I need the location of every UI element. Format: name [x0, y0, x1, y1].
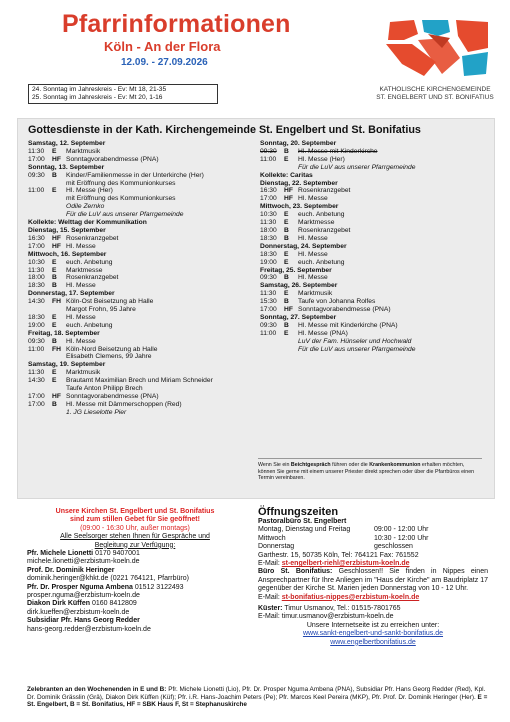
day-block [28, 227, 260, 251]
church-code: B [284, 321, 289, 329]
contact-info: michele.lionetti@erzbistum-koeln.de [27, 558, 140, 566]
service-row [28, 172, 260, 180]
service-row [260, 219, 492, 227]
contact-line [27, 584, 243, 592]
contact-line [27, 575, 243, 583]
service-description: euch. Anbetung [298, 211, 345, 219]
opening-hours-section [258, 506, 488, 647]
service-time: 11:00 [28, 187, 45, 195]
church-code: E [52, 258, 57, 266]
service-row [28, 401, 260, 409]
day-block [28, 290, 260, 330]
service-description: Hl. Messe (Her) [66, 187, 113, 195]
service-description: Hl. Messe [66, 282, 96, 290]
service-time: 14:30 [28, 298, 45, 306]
church-code: E [284, 250, 289, 258]
church-open-line: Unsere Kirchen St. Engelbert und St. Bonifatius [55, 508, 215, 515]
service-time: 17:00 [28, 155, 45, 163]
church-open-hours: (09:00 - 16:30 Uhr, außer montags) [80, 524, 190, 532]
service-row [260, 290, 492, 298]
church-code: E [52, 377, 57, 385]
church-code: E [52, 147, 57, 155]
service-description: Köln-Ost Beisetzung ab Halle [66, 298, 154, 306]
service-description: Sonntagvorabendmesse (PNA) [298, 306, 391, 314]
logo-text [370, 86, 500, 102]
services-left-column [28, 140, 260, 417]
contact-name: Diakon Dirk Küffen [27, 600, 91, 608]
reading-line: 25. Sonntag im Jahreskreis - Ev: Mt 20, 1-16 [32, 94, 163, 101]
service-note: LuV der Fam. Hünseler und Hochwald [298, 337, 412, 345]
service-description: Köln-Nord Beisetzung ab Halle [66, 345, 158, 353]
day-block [28, 140, 260, 164]
date-range: 12.09. - 27.09.2026 [121, 57, 208, 68]
service-row [260, 330, 492, 338]
contact-info: 0160 8412809 [91, 600, 137, 608]
service-time: 09:30 [28, 171, 45, 179]
service-row [28, 243, 260, 251]
email-link[interactable]: st-bonifatius-nippes@erzbistum-koeln.de [281, 593, 420, 601]
service-description: Hl. Messe [298, 250, 328, 258]
confession-note [258, 458, 482, 482]
contact-line [27, 550, 243, 558]
page-subtitle: Köln - An der Flora [104, 39, 221, 54]
church-open-line: sind zum stillen Gebet für Sie geöffnet! [70, 516, 200, 524]
service-note: Für die LuV aus unserer Pfarrgemeinde [298, 163, 416, 171]
church-code: E [284, 211, 289, 219]
church-code: E [52, 187, 57, 195]
day-heading: Freitag, 18. September [28, 329, 100, 337]
collection-note: Kollekte: Welttag der Kommunikation [28, 219, 147, 227]
service-time: 17:00 [28, 400, 45, 408]
confession-text: führen oder die [330, 462, 370, 468]
contact-info: 01512 3122493 [134, 583, 184, 591]
services-section [17, 118, 495, 499]
service-row [28, 274, 260, 282]
opening-hours-title: Öffnungszeiten [258, 506, 339, 518]
day-heading: Mittwoch, 23. September [260, 203, 339, 211]
day-block [28, 164, 260, 227]
day-block [260, 314, 492, 354]
service-row [28, 187, 260, 195]
contact-name: Prof. Dr. Dominik Heringer [27, 566, 115, 574]
service-time: 18:30 [260, 234, 277, 242]
service-time: 11:30 [260, 290, 277, 298]
church-code: HF [284, 195, 293, 203]
service-row [260, 259, 492, 267]
church-code: E [284, 219, 289, 227]
service-time: 11:30 [28, 369, 45, 377]
service-time: 17:00 [28, 393, 45, 400]
day-block [260, 140, 492, 180]
day-heading: Samstag, 26. September [260, 282, 338, 290]
pastoral-intro: Alle Seelsorger stehen Ihnen für Gespräche und [60, 533, 210, 541]
bonifatius-office-note [258, 568, 488, 593]
service-row [260, 322, 492, 330]
service-time: 17:00 [260, 306, 277, 314]
day-block [260, 267, 492, 283]
email-line [258, 560, 488, 568]
day-heading: Sonntag, 20. September [260, 140, 337, 147]
church-code: B [52, 400, 57, 408]
confession-bold: Beichtgespräch [290, 462, 331, 468]
church-code: E [284, 155, 289, 163]
service-time: 19:00 [260, 258, 277, 266]
service-note: Für die LuV aus unserer Pfarrgemeinde [298, 345, 416, 353]
church-code: E [52, 369, 57, 377]
service-description: Marktmusik [66, 147, 101, 155]
service-note: mit Eröffnung des Kommunionkurses [66, 195, 176, 203]
service-description: Hl. Messe mit Kinderkirche (PNA) [298, 321, 398, 329]
service-time: 11:00 [260, 155, 277, 163]
day-block [260, 282, 492, 314]
kuester-line [258, 605, 488, 613]
footer-text: Pfr. Michele Lionetti (Lio), Pfr. Dr. Prosper Nguma Ambena (PNA), Subsidiar Pfr. Hans Georg Redder (Red), Kpl. Dr. Dominik Grässlin (Grä), Diakon Dirk Küffen (Küf); Pfr. i.R. Hans-Joachim Peters (Pe); Pfr. Marcos Keel Pereira (MKP), Pfr. Prof. Dr. Dominik Heringer (Her). [27, 686, 486, 701]
hours-time: 10:30 - 12:00 Uhr [374, 534, 429, 542]
church-code: HF [52, 155, 61, 163]
service-row [28, 282, 260, 290]
service-row [28, 235, 260, 243]
service-row [28, 369, 260, 377]
service-row [28, 322, 260, 330]
church-code: B [284, 298, 289, 306]
service-time: 16:30 [260, 187, 277, 195]
service-time: 10:30 [28, 258, 45, 266]
service-description: Hl. Messe mit Kinderkirche [298, 147, 378, 155]
confession-text: erhalten möchten, können Sie gerne mit einem unserer Priester direkt sprechen oder über die Pfarrbüros einen Termin vereinbaren. [258, 462, 475, 481]
church-code: FH [52, 298, 61, 306]
service-row [260, 298, 492, 306]
day-block [260, 180, 492, 204]
contact-line [27, 626, 243, 634]
service-row [260, 195, 492, 203]
collection-note: Kollekte: Caritas [260, 171, 313, 179]
service-description: Brautamt Maximilian Brech und Miriam Schneider [66, 377, 213, 385]
hours-row [258, 535, 488, 543]
church-code: B [52, 282, 57, 290]
service-description: euch. Anbetung [298, 258, 345, 266]
website-link[interactable]: www.engelbertbonifatius.de [330, 638, 416, 646]
contact-info: 0170 9407001 [95, 550, 140, 558]
hours-row [258, 543, 488, 551]
website-intro: Unsere Internetseite ist zu erreichen unter: [306, 621, 440, 629]
contact-line [27, 592, 243, 600]
service-description: Hl. Messe [298, 195, 328, 203]
service-description: Hl. Messe [298, 234, 328, 242]
service-description: Marktmusik [66, 369, 101, 377]
pastoral-intro: Begleitung zur Verfügung: [94, 541, 176, 549]
service-time: 11:30 [260, 219, 277, 227]
service-time: 18:00 [260, 226, 277, 234]
service-note: 1. JG Lieselotte Pier [66, 408, 127, 416]
page-title: Pfarrinformationen [62, 10, 291, 38]
church-code: E [52, 321, 57, 329]
contact-info: dominik.heringer@khkt.de (0221 764121, Pfarrbüro) [27, 575, 189, 583]
church-code: HF [52, 393, 61, 400]
contacts-section [27, 508, 243, 634]
day-heading: Dienstag, 15. September [28, 226, 106, 234]
service-row [28, 148, 260, 156]
service-description: Marktmesse [66, 266, 103, 274]
church-code: B [284, 274, 289, 282]
day-block [28, 361, 260, 416]
service-note: Taufe Anton Philipp Brech [66, 385, 143, 393]
church-code: E [284, 290, 289, 298]
contact-line [27, 617, 243, 625]
footer-heading: Zelebranten an den Wochenenden in E und B: [27, 686, 167, 693]
service-description: Rosenkranzgebet [66, 234, 119, 242]
contact-line [27, 600, 243, 608]
office-address: Garthestr. 15, 50735 Köln, Tel: 764121 Fax: 761552 [258, 551, 419, 559]
header [0, 0, 510, 112]
service-time: 18:30 [260, 250, 277, 258]
church-code: FH [52, 345, 61, 353]
church-code: E [52, 266, 57, 274]
email-label: E-Mail: [258, 560, 282, 568]
service-description: Kinder/Familienmesse in der Unterkirche (Her) [66, 171, 204, 179]
hours-time: 09:00 - 12:00 Uhr [374, 526, 429, 534]
service-description: Rosenkranzgebet [298, 226, 351, 234]
service-time: 11:00 [260, 329, 277, 337]
service-time: 17:00 [28, 242, 45, 250]
service-row [28, 346, 260, 354]
church-code: B [284, 147, 289, 155]
service-row [260, 211, 492, 219]
church-code: B [52, 274, 57, 282]
service-row [28, 338, 260, 346]
service-description: Hl. Messe [298, 274, 328, 282]
service-time: 15:30 [260, 298, 277, 306]
celebrants-footer [27, 686, 493, 709]
service-time: 09:30 [260, 147, 277, 155]
hours-row [258, 526, 488, 534]
hours-time: geschlossen [374, 543, 413, 551]
service-time: 10:30 [260, 211, 277, 219]
service-time: 11:00 [28, 345, 45, 353]
service-row [260, 274, 492, 282]
location-legend: E = St. Engelbert, B = St. Bonifatius, HF = SBK Haus F, St = Stephanuskirche [27, 693, 488, 709]
services-title: Gottesdienste in der Kath. Kirchengemeinde St. Engelbert und St. Bonifatius [28, 124, 421, 136]
day-heading: Sonntag, 27. September [260, 313, 337, 321]
church-code: HF [284, 306, 293, 314]
contact-line [27, 558, 243, 566]
confession-bold: Krankenkommunion [369, 462, 421, 468]
service-row [260, 148, 492, 156]
day-block [260, 243, 492, 267]
service-time: 11:30 [28, 147, 45, 155]
website-link[interactable]: www.sankt-engelbert-und-sankt-bonifatius.de [302, 630, 444, 638]
day-heading: Donnerstag, 17. September [28, 290, 115, 298]
day-heading: Samstag, 12. September [28, 140, 106, 147]
church-code: E [284, 258, 289, 266]
hours-day: Montag, Dienstag und Freitag [258, 526, 351, 534]
service-description: Taufe von Johanna Rolfes [298, 298, 376, 306]
church-code: HF [52, 234, 61, 242]
service-description: euch. Anbetung [66, 321, 113, 329]
service-time: 09:30 [260, 274, 277, 282]
service-time: 18:00 [28, 274, 45, 282]
service-description: Hl. Messe mit Dämmerschoppen (Red) [66, 400, 182, 408]
day-heading: Samstag, 19. September [28, 361, 106, 369]
kuester-text: Timur Usmanov, Tel.: 01515-7801765 [282, 605, 401, 613]
service-row [28, 267, 260, 275]
day-block [28, 251, 260, 291]
contact-list [27, 550, 243, 634]
service-note: mit Eröffnung des Kommunionkurses [66, 179, 176, 187]
service-row [28, 156, 260, 164]
service-row [260, 187, 492, 195]
confession-text: Wenn Sie ein [258, 462, 291, 468]
service-time: 11:30 [28, 266, 45, 274]
office-name: Pastoralbüro St. Engelbert [258, 518, 347, 525]
service-description: Rosenkranzgebet [66, 274, 119, 282]
service-row [28, 314, 260, 322]
service-description: Hl. Messe (Her) [298, 155, 345, 163]
service-description: Rosenkranzgebet [298, 187, 351, 195]
service-description: Sonntagvorabendmesse (PNA) [66, 393, 159, 400]
service-row [260, 235, 492, 243]
hours-day: Donnerstag [258, 543, 295, 551]
service-time: 18:30 [28, 282, 45, 290]
email-link[interactable]: st-engelbert-riehl@erzbistum-koeln.de [281, 560, 410, 568]
contact-name: Subsidiar Pfr. Hans Georg Redder [27, 617, 140, 625]
day-heading: Freitag, 25. September [260, 266, 332, 274]
day-heading: Donnerstag, 24. September [260, 242, 347, 250]
day-heading: Dienstag, 22. September [260, 179, 338, 187]
contact-info: prosper.nguma@erzbistum-koeln.de [27, 592, 140, 600]
church-code: B [52, 171, 57, 179]
service-description: Hl. Messe [66, 313, 96, 321]
gospel-readings-box [28, 84, 218, 104]
day-heading: Mittwoch, 16. September [28, 250, 107, 258]
service-time: 14:30 [28, 377, 45, 385]
day-block [28, 330, 260, 362]
kuester-label: Küster: [258, 605, 283, 613]
service-note: Margot Frohn, 95 Jahre [66, 306, 136, 314]
service-row [28, 298, 260, 306]
contact-name: Pfr. Dr. Prosper Nguma Ambena [27, 583, 133, 591]
service-row [28, 377, 260, 385]
contact-info: dirk.kueffen@erzbistum-koeln.de [27, 608, 130, 616]
hours-day: Mittwoch [258, 534, 286, 542]
services-right-column [260, 140, 492, 353]
logo-text-line-1: KATHOLISCHE KIRCHENGEMEINDE [379, 86, 491, 93]
contact-info: hans-georg.redder@erzbistum-koeln.de [27, 625, 151, 633]
service-row [260, 251, 492, 259]
service-note: Für die LuV aus unserer Pfarrgemeinde [66, 211, 184, 219]
day-heading: Sonntag, 13. September [28, 163, 105, 171]
kuester-email: E-Mail: timur.usmanov@erzbistum-koeln.de [258, 613, 394, 621]
service-note: Odile Zernko [66, 203, 105, 211]
service-row [28, 259, 260, 267]
service-row [28, 393, 260, 401]
service-row [260, 156, 492, 164]
service-description: Sonntagvorabendmesse (PNA) [66, 155, 159, 163]
service-time: 16:30 [28, 234, 45, 242]
office-note-text: Geschlossen!! Sie finden in Nippes einen Ansprechpartner für Ihre Anliegen im "Haus der Kirche" am Baudriplatz 17 gegenüber der Kirche St. Marien jeden Donnerstag von 10 - 12 Uhr. [258, 568, 488, 593]
service-time: 09:30 [28, 337, 45, 345]
reading-line: 24. Sonntag im Jahreskreis - Ev: Mt 18, 21-35 [32, 86, 167, 93]
service-description: euch. Anbetung [66, 258, 113, 266]
service-description: Marktmesse [298, 219, 335, 227]
service-description: Hl. Messe (PNA) [298, 329, 348, 337]
service-time: 17:00 [260, 195, 277, 203]
service-time: 09:30 [260, 321, 277, 329]
church-code: E [52, 313, 57, 321]
church-code: B [52, 337, 57, 345]
contact-line [27, 609, 243, 617]
service-description: Hl. Messe [66, 242, 96, 250]
parish-logo-icon [384, 18, 492, 80]
email-label: E-Mail: [258, 593, 282, 601]
logo-text-line-2: ST. ENGELBERT UND ST. BONIFATIUS [376, 94, 494, 101]
service-row [260, 306, 492, 314]
email-line [258, 594, 488, 602]
day-block [260, 203, 492, 243]
service-description: Hl. Messe [66, 337, 96, 345]
church-code: E [284, 329, 289, 337]
service-time: 18:30 [28, 313, 45, 321]
service-description: Marktmusik [298, 290, 333, 298]
office-name: Büro St. Bonifatius: [258, 568, 333, 576]
contact-name: Pfr. Michele Lionetti [27, 550, 94, 558]
contact-line [27, 567, 243, 575]
service-time: 19:00 [28, 321, 45, 329]
service-note: Elisabeth Clemens, 99 Jahre [66, 353, 152, 361]
church-code: HF [52, 242, 61, 250]
church-code: HF [284, 187, 293, 195]
church-code: B [284, 226, 289, 234]
service-row [260, 227, 492, 235]
church-code: B [284, 234, 289, 242]
